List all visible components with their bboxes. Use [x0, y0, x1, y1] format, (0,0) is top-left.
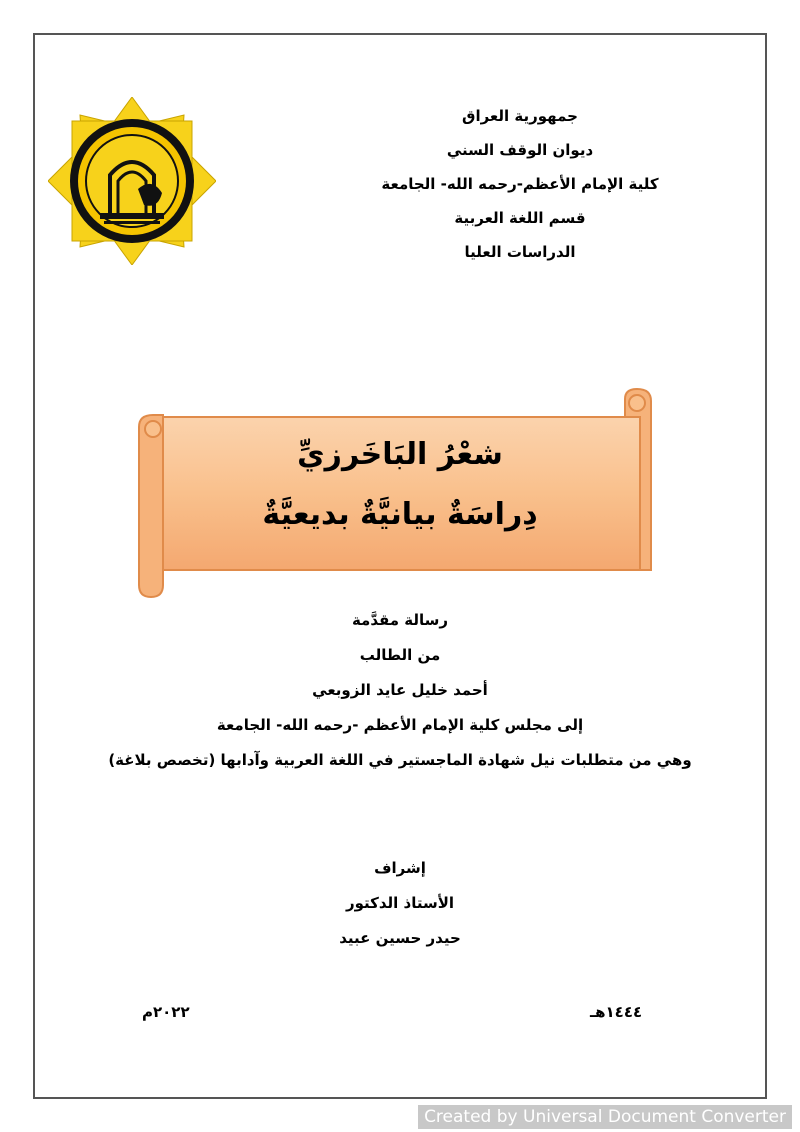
supervisor-name: حيدر حسين عبيد — [339, 929, 461, 947]
thesis-title: شعْرُ البَاخَرزيِّ — [297, 437, 503, 472]
header-college: كلية الإمام الأعظم-رحمه الله- الجامعة — [381, 175, 659, 193]
supervision-label: إشراف — [374, 859, 426, 877]
title-scroll — [135, 385, 665, 600]
header-endowment: ديوان الوقف السني — [446, 141, 594, 159]
converter-watermark: Created by Universal Document Converter — [418, 1105, 792, 1129]
gregorian-date: ٢٠٢٢م — [142, 1003, 190, 1021]
student-label: من الطالب — [359, 646, 441, 664]
supervision-block — [0, 858, 800, 963]
college-seal-icon — [48, 97, 216, 265]
scroll-banner-shape — [135, 385, 665, 600]
institution-header — [360, 106, 680, 276]
header-graduate-studies: الدراسات العليا — [464, 243, 576, 261]
student-name: أحمد خليل عايد الزوبعي — [312, 681, 488, 699]
submission-block — [0, 610, 800, 785]
submission-label: رسالة مقدَّمة — [351, 611, 449, 629]
degree-requirement: وهي من متطلبات نيل شهادة الماجستير في اللغة العربية وآدابها (تخصص بلاغة) — [108, 751, 692, 769]
hijri-date: ١٤٤٤هـ — [590, 1003, 643, 1021]
thesis-subtitle: دِراسَةٌ بيانيَّةٌ بديعيَّةٌ — [262, 497, 538, 532]
submitted-to: إلى مجلس كلية الإمام الأعظم -رحمه الله- الجامعة — [216, 716, 584, 734]
supervisor-title: الأستاذ الدكتور — [345, 894, 455, 912]
header-country: جمهورية العراق — [462, 107, 578, 125]
header-department: قسم اللغة العربية — [454, 209, 586, 227]
